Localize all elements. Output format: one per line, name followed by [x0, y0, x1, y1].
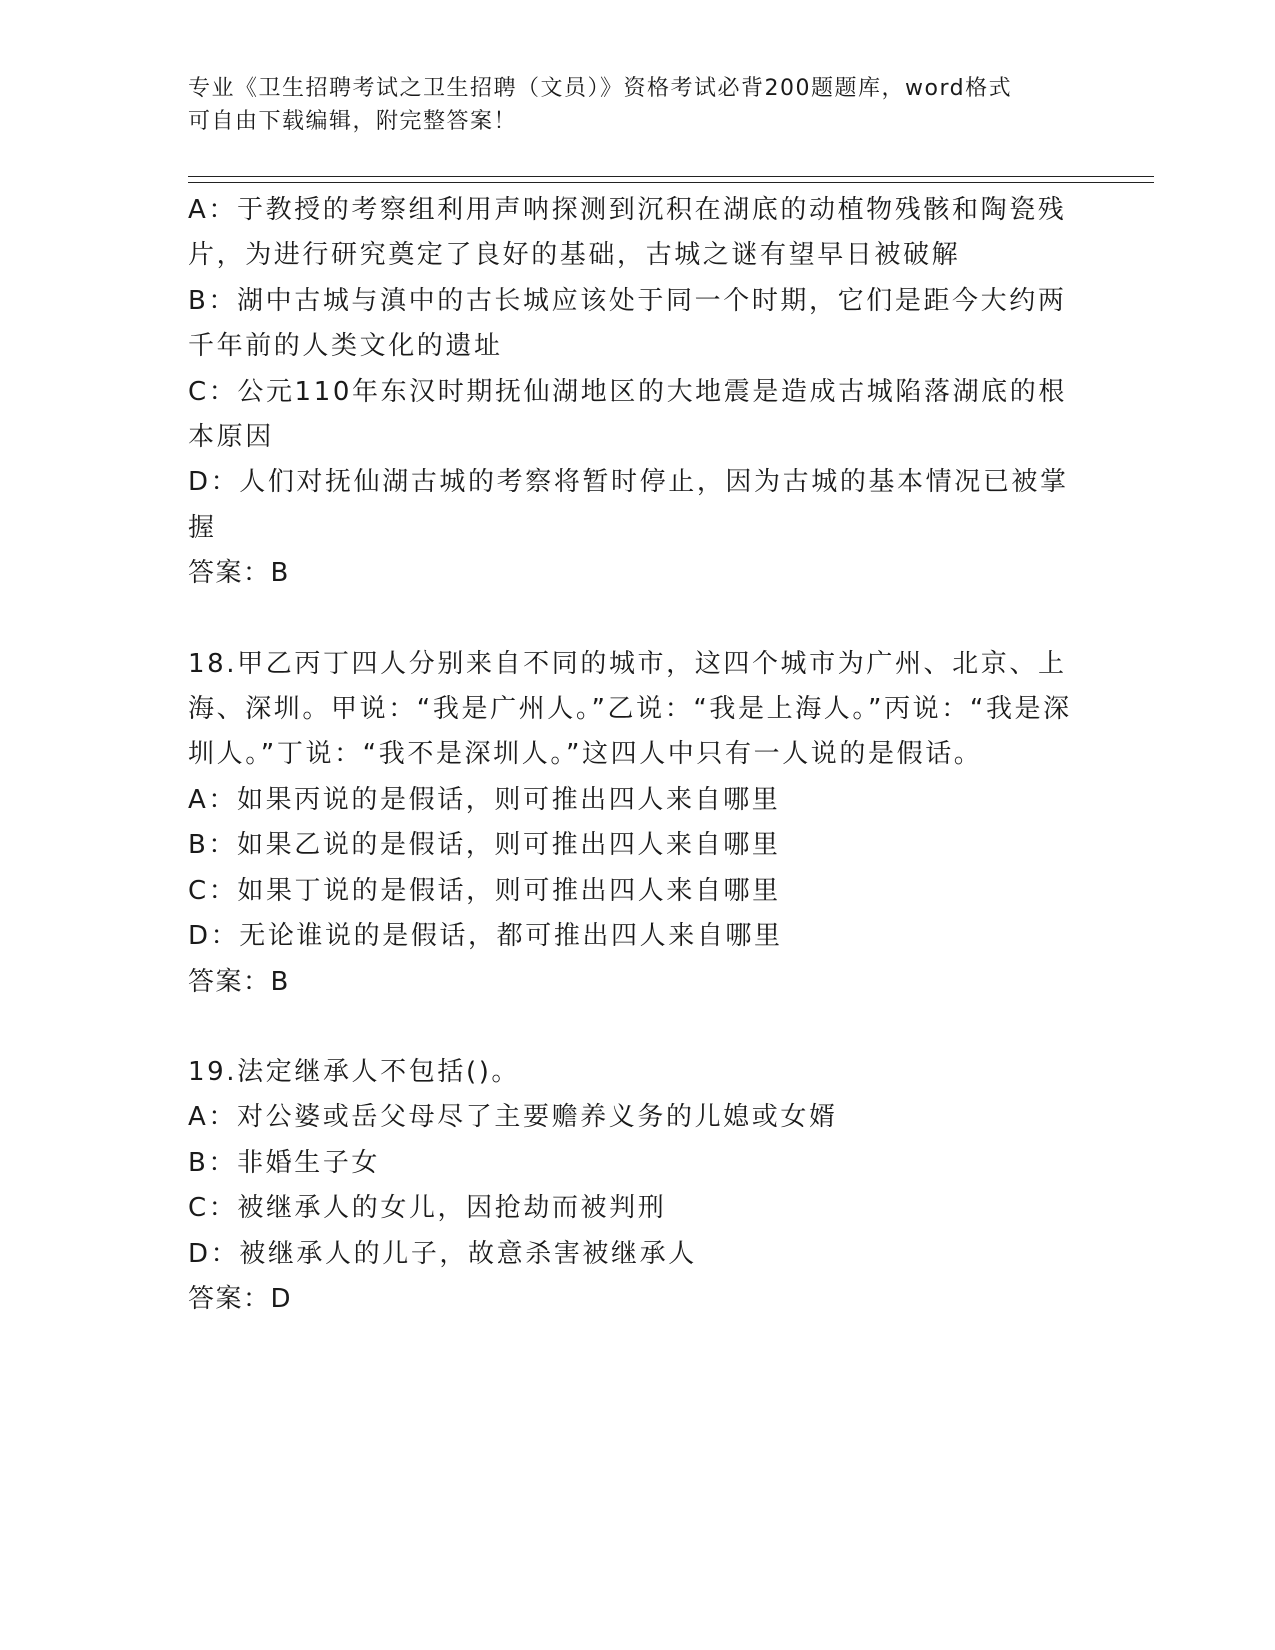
- q17-option-d: D：人们对抚仙湖古城的考察将暂时停止，因为古城的基本情况已被掌握: [188, 467, 1069, 543]
- q18-option-b: B：如果乙说的是假话，则可推出四人来自哪里: [188, 830, 781, 861]
- q18-option-d: D：无论谁说的是假话，都可推出四人来自哪里: [188, 921, 783, 952]
- question-17: [188, 188, 1088, 597]
- q18-option-a: A：如果丙说的是假话，则可推出四人来自哪里: [188, 784, 781, 815]
- q19-stem: 19.法定继承人不包括()。: [188, 1056, 521, 1087]
- header-title-line-2: 可自由下载编辑，附完整答案！: [188, 109, 518, 134]
- q17-answer: 答案：B: [188, 558, 290, 589]
- question-list: [188, 188, 1088, 1322]
- q19-option-b: B：非婚生子女: [188, 1147, 381, 1178]
- q19-option-d: D：被继承人的儿子，故意杀害被继承人: [188, 1238, 697, 1269]
- q17-option-a: A：于教授的考察组利用声呐探测到沉积在湖底的动植物残骸和陶瓷残片，为进行研究奠定了良好的基础，古城之谜有望早日被破解: [188, 195, 1067, 271]
- q18-stem: 18.甲乙丙丁四人分别来自不同的城市，这四个城市为广州、北京、上海、深圳。甲说：“我是广州人。”乙说：“我是上海人。”丙说：“我是深圳人。”丁说：“我不是深圳人。”这四人中只有一人说的是假话。: [188, 648, 1072, 770]
- q18-answer: 答案：B: [188, 966, 290, 997]
- q17-option-c: C：公元110年东汉时期抚仙湖地区的大地震是造成古城陷落湖底的根本原因: [188, 376, 1067, 453]
- question-spacer: [188, 1005, 1088, 1050]
- q19-option-a: A：对公婆或岳父母尽了主要赡养义务的儿媳或女婿: [188, 1102, 838, 1133]
- q19-answer: 答案：D: [188, 1283, 293, 1314]
- q19-option-c: C：被继承人的女儿，因抢劫而被判刑: [188, 1193, 667, 1224]
- q18-option-c: C：如果丁说的是假话，则可推出四人来自哪里: [188, 875, 781, 906]
- document-header: [188, 72, 1068, 138]
- question-19: [188, 1050, 1088, 1322]
- question-18: [188, 642, 1088, 1005]
- header-divider-top: [188, 176, 1154, 177]
- header-divider-bottom: [188, 182, 1154, 183]
- header-title-line-1: 专业《卫生招聘考试之卫生招聘（文员）》资格考试必背200题题库，word格式: [188, 76, 1013, 101]
- question-spacer: [188, 597, 1088, 642]
- q17-option-b: B：湖中古城与滇中的古长城应该处于同一个时期，它们是距今大约两千年前的人类文化的遗址: [188, 285, 1067, 362]
